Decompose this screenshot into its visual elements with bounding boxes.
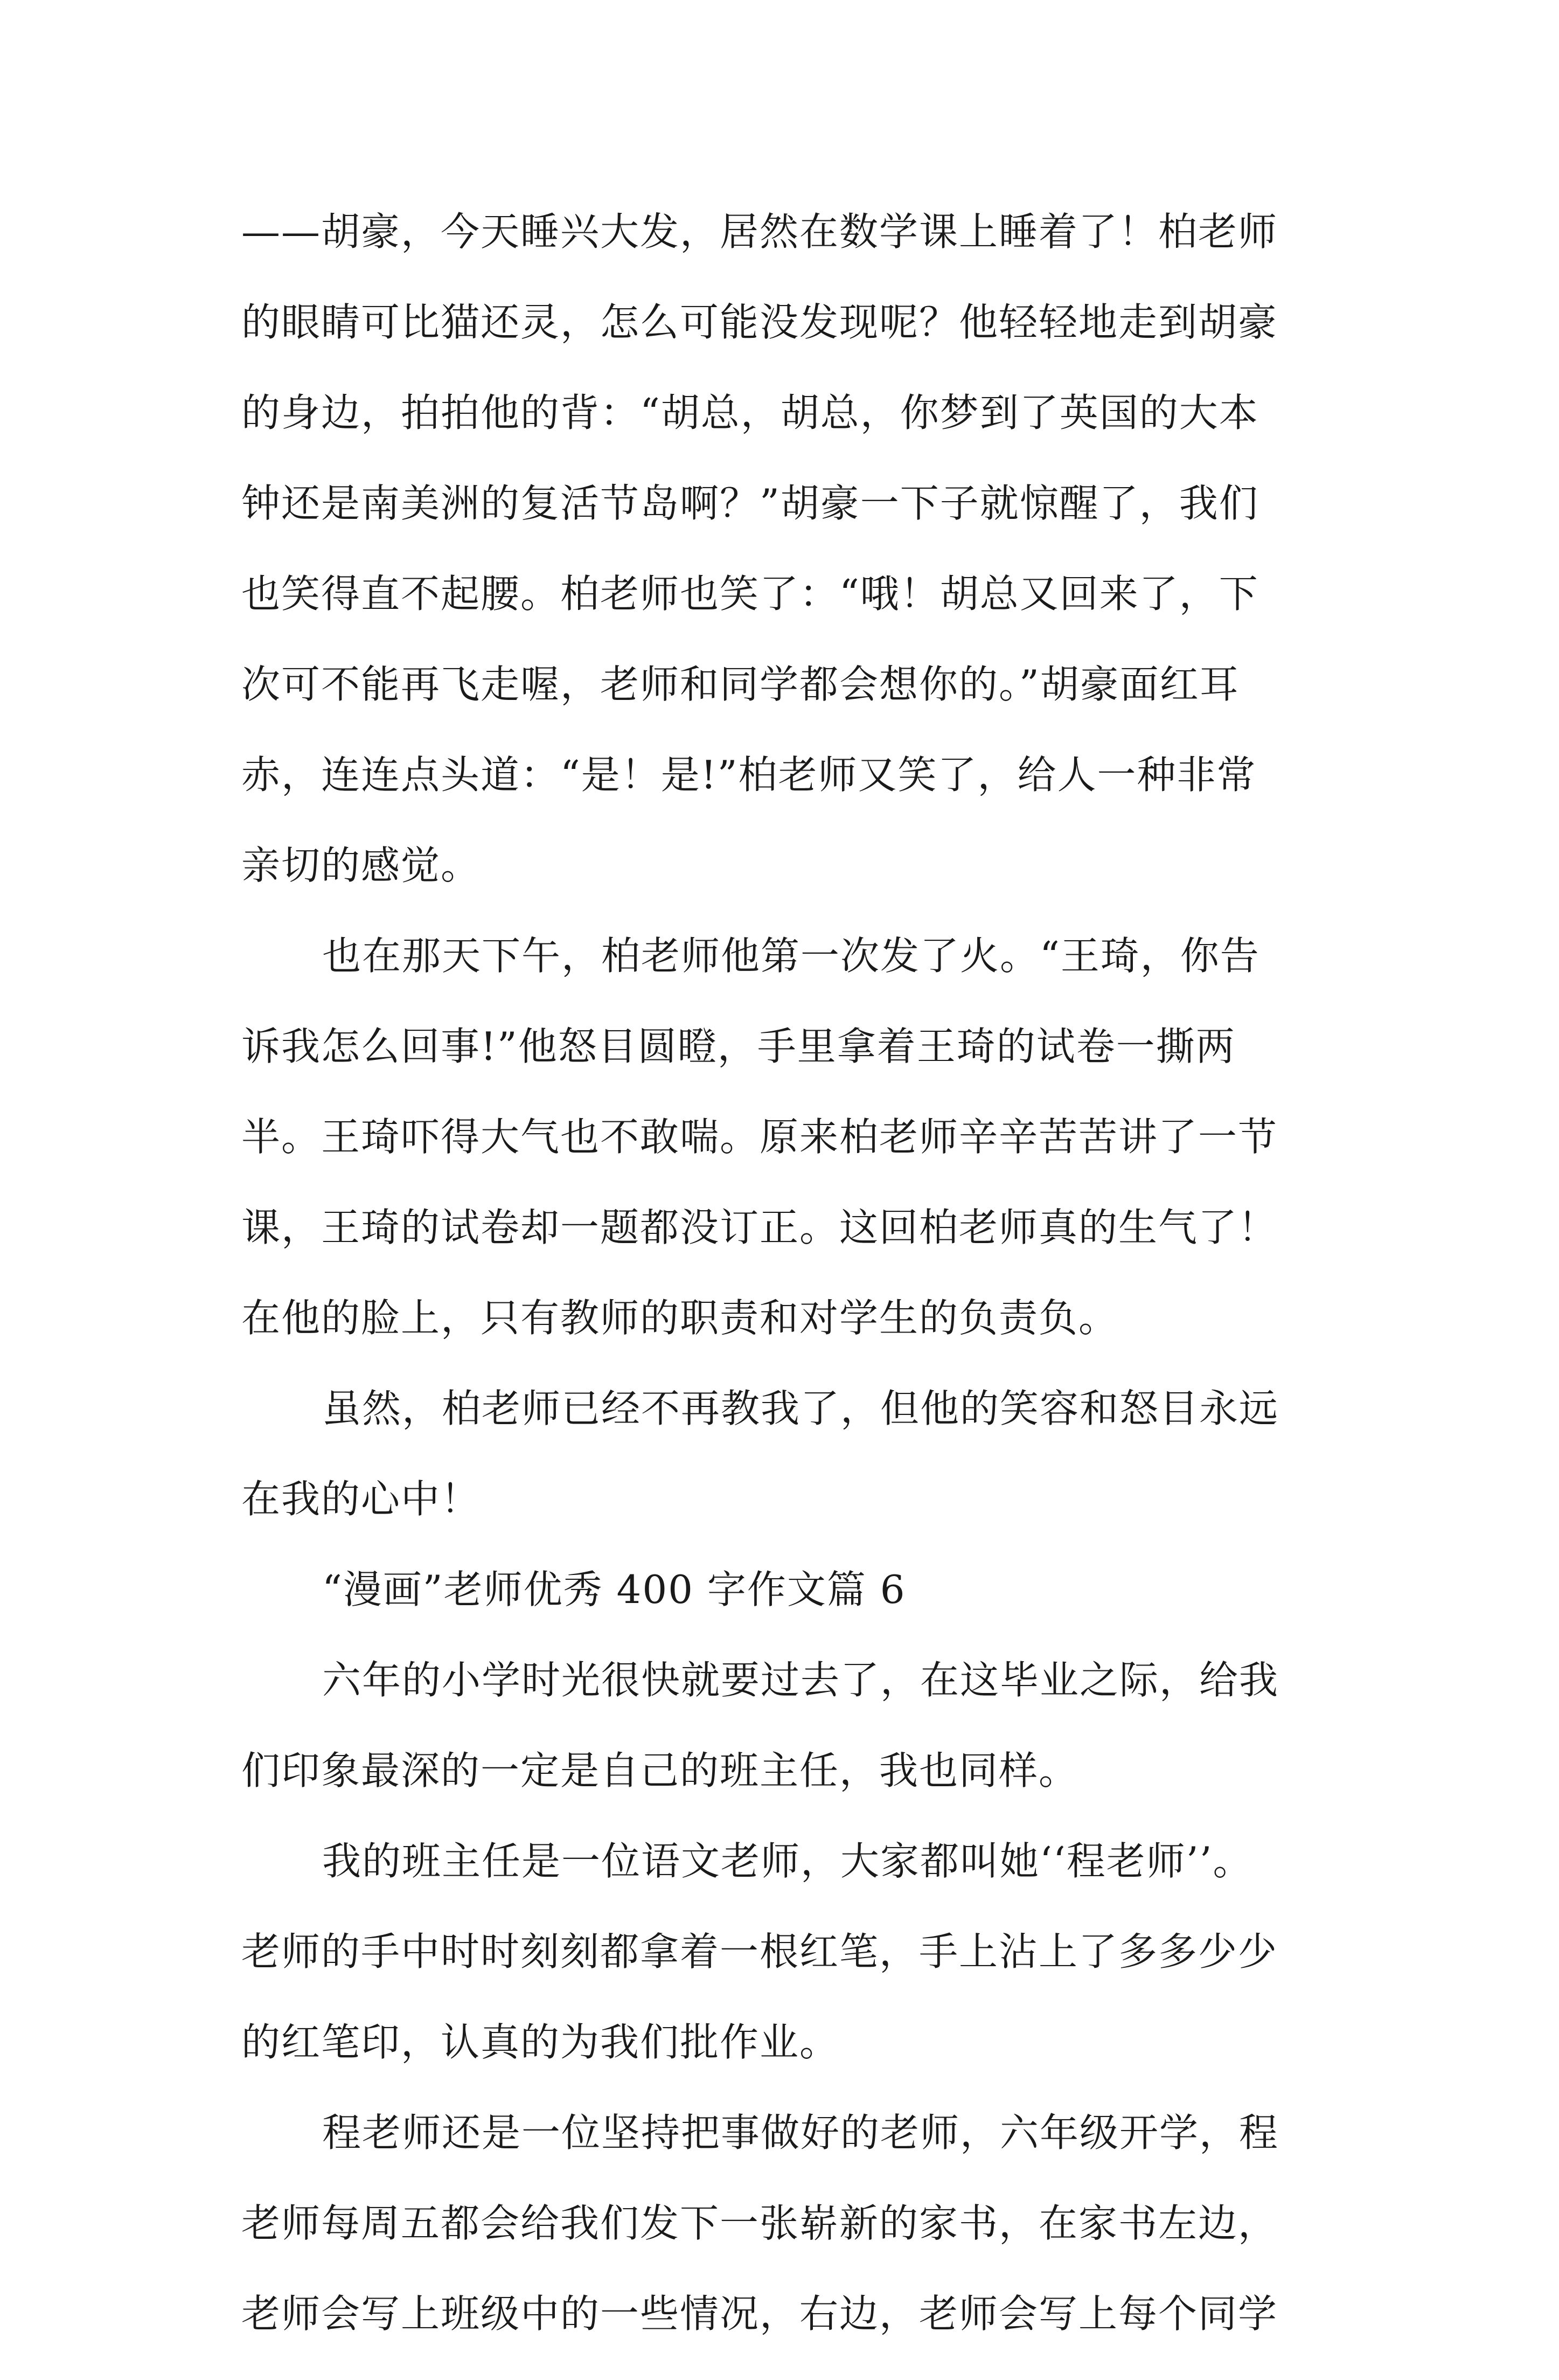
text-line: 诉我怎么回事!”他怒目圆瞪，手里拿着王琦的试卷一撕两 — [241, 1024, 1236, 1069]
text-line: 的红笔印，认真的为我们批作业。 — [241, 2020, 840, 2065]
text-line: 亲切的感觉。 — [241, 843, 481, 888]
text-line: 的眼睛可比猫还灵，怎么可能没发现呢？他轻轻地走到胡豪 — [241, 300, 1278, 345]
text-line: 的身边，拍拍他的背：“胡总，胡总，你梦到了英国的大本 — [241, 390, 1259, 435]
text-line: 六年的小学时光很快就要过去了，在这毕业之际，给我 — [322, 1657, 1279, 1703]
document-body — [241, 207, 1330, 2380]
text-line: 赤，连连点头道：“是！是!”柏老师又笑了，给人一种非常 — [241, 752, 1257, 797]
text-line: 在我的心中！ — [241, 1476, 481, 1522]
text-line: 老师每周五都会给我们发下一张崭新的家书，在家书左边， — [241, 2201, 1278, 2246]
text-line: 虽然，柏老师已经不再教我了，但他的笑容和怒目永远 — [322, 1386, 1279, 1431]
text-line: 老师会写上班级中的一些情况，右边，老师会写上每个同学 — [241, 2291, 1278, 2336]
text-line: 在他的脸上，只有教师的职责和对学生的负责负。 — [241, 1295, 1119, 1341]
text-line: ——胡豪，今天睡兴大发，居然在数学课上睡着了！柏老师 — [241, 209, 1278, 254]
text-line: 们印象最深的一定是自己的班主任，我也同样。 — [241, 1748, 1079, 1793]
text-line: 次可不能再飞走喔，老师和同学都会想你的。”胡豪面红耳 — [241, 662, 1240, 707]
text-line: 课，王琦的试卷却一题都没订正。这回柏老师真的生气了！ — [241, 1205, 1278, 1250]
text-line: 也笑得直不起腰。柏老师也笑了：“哦！胡总又回来了，下 — [241, 571, 1259, 616]
text-line: 钟还是南美洲的复活节岛啊？”胡豪一下子就惊醒了，我们 — [241, 481, 1259, 526]
text-line: 半。王琦吓得大气也不敢喘。原来柏老师辛辛苦苦讲了一节 — [241, 1114, 1278, 1160]
text-line: “漫画”老师优秀 400 字作文篇 6 — [322, 1567, 906, 1612]
text-line: 也在那天下午，柏老师他第一次发了火。“王琦，你告 — [322, 933, 1260, 979]
text-line: 我的班主任是一位语文老师，大家都叫她‘‘程老师’’。 — [322, 1838, 1253, 1884]
text-line: 程老师还是一位坚持把事做好的老师，六年级开学，程 — [322, 2110, 1279, 2155]
text-line: 老师的手中时时刻刻都拿着一根红笔，手上沾上了多多少少 — [241, 1929, 1278, 1974]
